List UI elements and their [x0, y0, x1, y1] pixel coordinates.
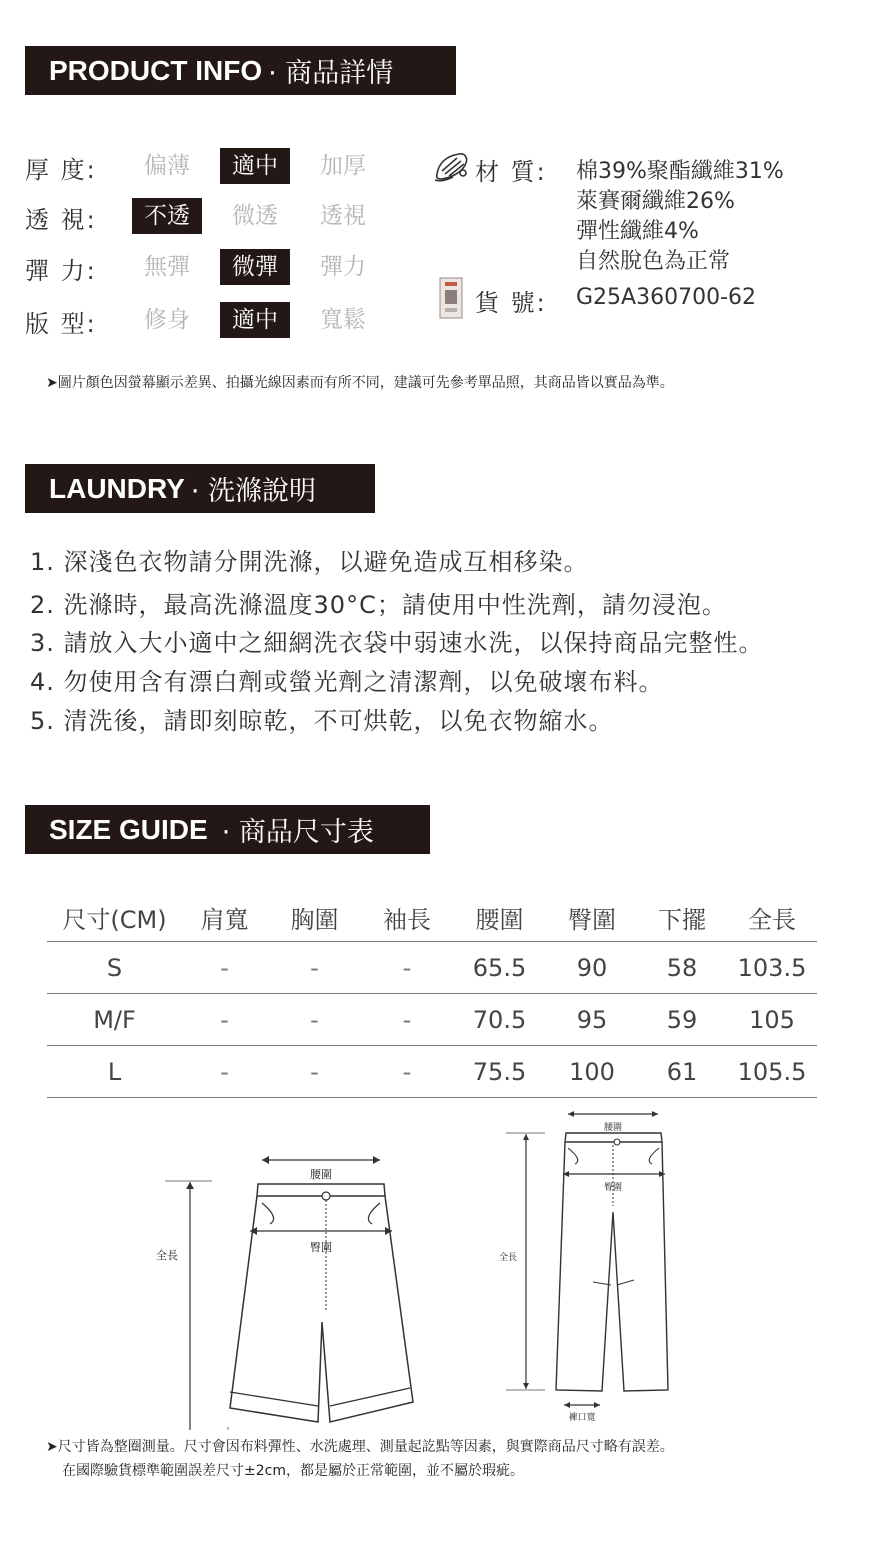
shorts-length-label: 全長 [156, 1249, 178, 1262]
size-cell: - [182, 994, 267, 1046]
size-cell: - [267, 942, 362, 994]
thread-spool-icon [433, 150, 471, 188]
trousers-length-label: 全長 [498, 1253, 518, 1263]
size-cell: - [362, 1046, 452, 1098]
size-cell: 75.5 [452, 1046, 547, 1098]
attribute-option: 無彈 [144, 254, 190, 280]
attribute-option: 偏薄 [144, 153, 190, 179]
attribute-label: 彈 力: [25, 257, 97, 285]
material-line: 棉39%聚酯纖維31% [576, 159, 784, 184]
material-line: 自然脫色為正常 [576, 249, 731, 274]
size-guide-subtitle: · 商品尺寸表 [221, 817, 374, 848]
shorts-diagram [156, 1156, 413, 1430]
size-guide-title: SIZE GUIDE [49, 813, 208, 845]
size-cell: M/F [47, 994, 182, 1046]
size-column-header: 臀圍 [568, 905, 616, 934]
size-column-header: 尺寸(CM) [62, 905, 167, 934]
product-info-subtitle: · 商品詳情 [268, 58, 394, 89]
attribute-option: 適中 [220, 302, 290, 338]
size-column-header: 全長 [748, 905, 796, 934]
size-cell: - [362, 994, 452, 1046]
size-cell: - [267, 994, 362, 1046]
size-cell: 61 [637, 1046, 727, 1098]
size-table [47, 893, 817, 1098]
attribute-option: 微彈 [220, 249, 290, 285]
size-table-header [47, 893, 817, 942]
size-cell: 70.5 [452, 994, 547, 1046]
size-column-header: 下擺 [658, 905, 706, 934]
size-cell: - [182, 942, 267, 994]
size-cell: 58 [637, 942, 727, 994]
trousers-hip-label: 臀圍 [603, 1183, 623, 1193]
trousers-hem-label: 褲口寬 [568, 1413, 596, 1423]
size-column-header: 腰圍 [475, 905, 524, 934]
attribute-option: 微透 [232, 203, 278, 229]
size-row [47, 994, 817, 1046]
laundry-subtitle: · 洗滌說明 [190, 476, 317, 507]
size-cell: S [47, 942, 182, 994]
attribute-option: 寬鬆 [320, 307, 366, 333]
size-cell: - [182, 1046, 267, 1098]
laundry-item: 3. 請放入大小適中之細網洗衣袋中弱速水洗，以保持商品完整性。 [30, 629, 764, 657]
attribute-option: 加厚 [320, 153, 366, 179]
size-column-header: 袖長 [383, 905, 431, 934]
material-line: 萊賽爾纖維26% [576, 189, 735, 214]
size-guide-header [25, 805, 430, 854]
size-cell: 90 [547, 942, 637, 994]
size-cell: 95 [547, 994, 637, 1046]
shorts-waist-label: 腰圍 [310, 1168, 332, 1181]
attribute-option: 適中 [220, 148, 290, 184]
product-info-title: PRODUCT INFO [49, 54, 263, 86]
attribute-option: 彈力 [320, 254, 366, 280]
size-column-header: 胸圍 [290, 905, 339, 934]
size-cell: 103.5 [727, 942, 817, 994]
size-cell: L [47, 1046, 182, 1098]
item-number-label: 貨 號: [475, 289, 547, 317]
size-cell: 105.5 [727, 1046, 817, 1098]
laundry-item: 5. 清洗後，請即刻晾乾，不可烘乾，以免衣物縮水。 [30, 707, 614, 735]
laundry-item: 4. 勿使用含有漂白劑或螢光劑之清潔劑，以免破壞布料。 [30, 668, 664, 696]
size-cell: - [362, 942, 452, 994]
size-cell: 65.5 [452, 942, 547, 994]
size-row [47, 942, 817, 994]
size-cell: 105 [727, 994, 817, 1046]
material-label: 材 質: [475, 158, 547, 186]
material-line: 彈性纖維4% [576, 219, 699, 244]
size-cell: 59 [637, 994, 727, 1046]
shorts-hip-label: 臀圍 [310, 1241, 332, 1254]
size-column-header: 肩寬 [200, 905, 249, 934]
laundry-item: 2. 洗滌時，最高洗滌溫度30°C；請使用中性洗劑，請勿浸泡。 [30, 591, 727, 619]
attribute-option: 透視 [320, 203, 366, 229]
attribute-label: 厚 度: [25, 156, 97, 184]
garment-diagrams [0, 1100, 875, 1430]
size-footnote: ➤尺寸皆為整圈測量。尺寸會因布料彈性、水洗處理、測量起訖點等因素，與實際商品尺寸略有誤差。 [46, 1439, 674, 1455]
item-number: G25A360700-62 [576, 285, 757, 310]
hang-tag-icon [438, 276, 466, 324]
size-row [47, 1046, 817, 1098]
attribute-label: 透 視: [25, 206, 97, 234]
trousers-diagram [499, 1111, 668, 1423]
size-cell: - [267, 1046, 362, 1098]
color-disclaimer: ➤圖片顏色因螢幕顯示差異、拍攝光線因素而有所不同，建議可先參考單品照，其商品皆以實品為準。 [46, 375, 674, 391]
attribute-option: 不透 [132, 198, 202, 234]
attribute-label: 版 型: [25, 310, 97, 338]
attribute-option: 修身 [144, 307, 190, 333]
size-cell: 100 [547, 1046, 637, 1098]
trousers-waist-label: 腰圍 [603, 1123, 623, 1133]
laundry-title: LAUNDRY [49, 472, 185, 504]
product-info-header [25, 46, 456, 95]
laundry-header [25, 464, 375, 513]
laundry-item: 1. 深淺色衣物請分開洗滌，以避免造成互相移染。 [30, 548, 589, 576]
size-footnote: 在國際驗貨標準範圍誤差尺寸±2cm，都是屬於正常範圍，並不屬於瑕疵。 [62, 1463, 524, 1479]
